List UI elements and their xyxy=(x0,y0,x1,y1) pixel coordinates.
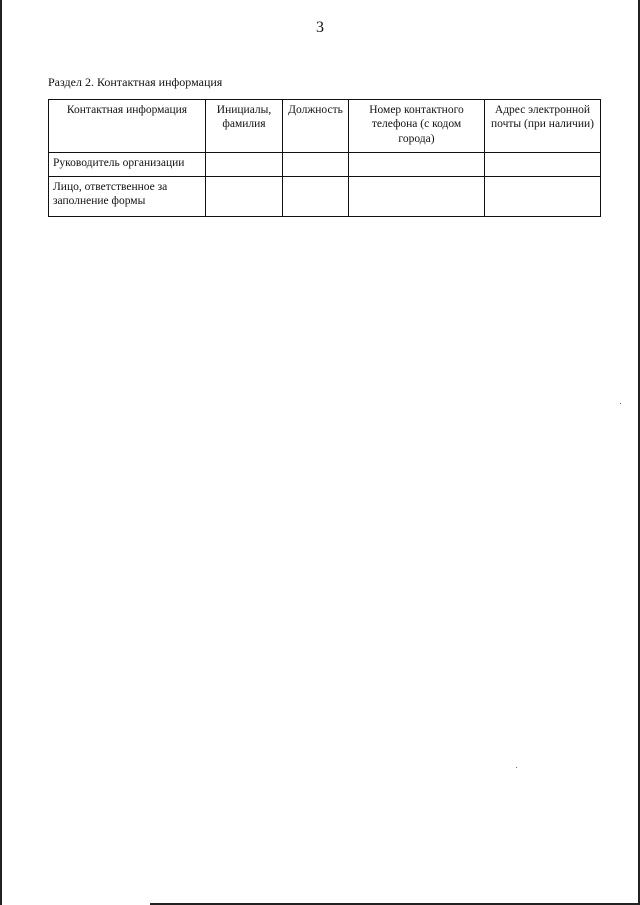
cell-responsible-email[interactable] xyxy=(485,177,601,217)
cell-responsible-initials[interactable] xyxy=(206,177,283,217)
header-contact-info: Контактная информация xyxy=(49,100,206,153)
table-header-row xyxy=(49,100,601,153)
cell-responsible-position[interactable] xyxy=(283,177,349,217)
scan-speck xyxy=(620,403,621,404)
cell-head-initials[interactable] xyxy=(206,153,283,177)
row-label-head: Руководитель организации xyxy=(49,153,206,177)
header-email-address: Адрес электронной почты (при наличии) xyxy=(485,100,601,153)
table-row xyxy=(49,177,601,217)
contact-info-table xyxy=(48,99,601,217)
header-initials-surname: Инициалы, фамилия xyxy=(206,100,283,153)
header-phone-number: Номер контактного телефона (с кодом города) xyxy=(349,100,485,153)
page-number: 3 xyxy=(316,19,324,36)
cell-responsible-phone[interactable] xyxy=(349,177,485,217)
cell-head-position[interactable] xyxy=(283,153,349,177)
scan-speck xyxy=(516,767,517,768)
cell-head-email[interactable] xyxy=(485,153,601,177)
header-position: Должность xyxy=(283,100,349,153)
section-title: Раздел 2. Контактная информация xyxy=(48,75,223,89)
cell-head-phone[interactable] xyxy=(349,153,485,177)
table-row xyxy=(49,153,601,177)
row-label-responsible: Лицо, ответственное за заполнение формы xyxy=(49,177,206,217)
scan-edge-left xyxy=(0,0,2,905)
